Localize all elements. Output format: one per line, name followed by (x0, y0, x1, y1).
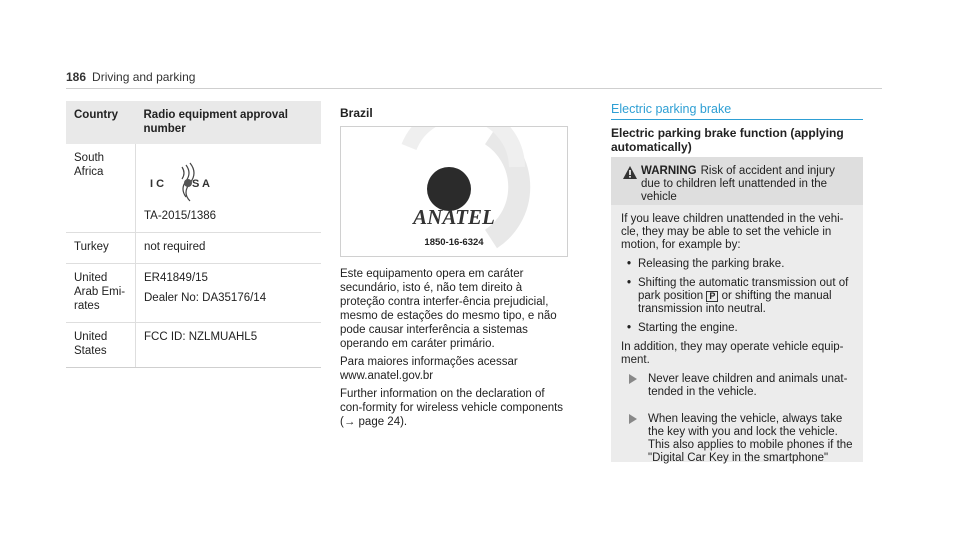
header-divider (66, 88, 882, 89)
approval-cell (136, 144, 322, 233)
col-header-radio: Radio equipment approval number (136, 101, 322, 144)
approval-cell: FCC ID: NZLMUAHL5 (136, 323, 322, 368)
action-arrow-icon (629, 414, 637, 424)
table-row (66, 144, 321, 233)
approval-cell: not required (136, 233, 322, 264)
approval-number: ER41849/15 (144, 272, 208, 284)
warning-paragraph: In addition, they may operate vehicle equip-ment. (621, 341, 844, 366)
brazil-text (340, 267, 570, 433)
declaration-paragraph: Further information on the declaration of con-formity for wireless vehicle components (→ page 24). (340, 388, 564, 428)
approval-cell (136, 264, 322, 323)
anatel-code: 1850-16-6324 (424, 237, 484, 248)
svg-text:S A: S A (192, 178, 210, 190)
warning-label: WARNING (641, 165, 697, 177)
anatel-logo (341, 127, 567, 256)
list-item: • Starting the engine. (621, 322, 853, 335)
list-item: • Releasing the parking brake. (621, 258, 853, 271)
action-step: When leaving the vehicle, always take the key with you and lock the vehicle. This also applies to mobile phones if the "Digital Car Key in the smartphone" (621, 413, 853, 465)
action-arrow-icon (629, 374, 637, 384)
warning-list (621, 258, 853, 335)
section-title: Electric parking brake (611, 102, 732, 116)
table-row (66, 264, 321, 323)
warning-triangle-icon (623, 166, 637, 179)
action-steps (621, 373, 853, 465)
warning-body (611, 205, 863, 465)
warning-box (611, 157, 863, 462)
warning-header (611, 157, 863, 205)
col-header-country: Country (66, 101, 136, 144)
icasa-logo (148, 159, 228, 203)
country-cell: United States (66, 323, 136, 368)
table-row (66, 323, 321, 368)
brazil-heading: Brazil (340, 106, 373, 120)
park-position-key-icon: P (706, 291, 718, 302)
country-cell: South Africa (66, 144, 136, 233)
subsection-title: Electric parking brake function (applying automatically) (611, 126, 844, 154)
page-number: 186 (66, 70, 87, 84)
brazil-paragraph: Este equipamento opera em caráter secundário, isto é, não tem direito à proteção contra interfer-ência prejudicial, mesmo de estações do mesmo tipo, e não pode causar interferência a sistemas operando em caráter primário. (340, 268, 557, 350)
warning-heading: Risk of accident and injury due to children left unattended in the vehicle (641, 165, 835, 203)
action-step: Never leave children and animals unat-tended in the vehicle. (621, 373, 853, 399)
section-rule (611, 119, 863, 120)
anatel-logo-box (340, 126, 568, 257)
list-item: • Shifting the automatic transmission out of park position P or shifting the manual transmission into neutral. (621, 277, 853, 316)
anatel-wordmark: ANATEL (413, 205, 495, 229)
warning-intro: If you leave children unattended in the vehi-cle, they may be able to set the vehicle in motion, for example by: (621, 213, 844, 251)
country-cell: United Arab Emi-rates (66, 264, 136, 323)
table-row (66, 233, 321, 264)
country-cell: Turkey (66, 233, 136, 264)
section-name: Driving and parking (92, 70, 196, 84)
dealer-number: Dealer No: DA35176/14 (144, 292, 267, 304)
svg-text:I C: I C (150, 178, 165, 190)
brazil-paragraph: Para maiores informações acessar www.anatel.gov.br (340, 356, 518, 382)
approval-number: TA-2015/1386 (144, 210, 217, 222)
approval-table (66, 101, 321, 368)
table-header-row (66, 101, 321, 144)
page-header (66, 70, 195, 84)
